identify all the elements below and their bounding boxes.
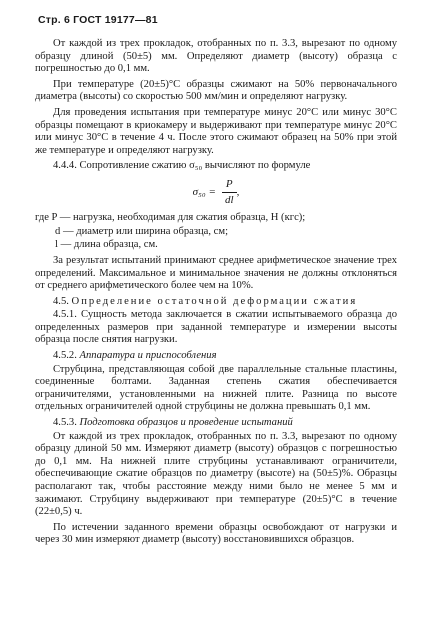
paragraph: От каждой из трех прокладок, отобранных по п. 3.3, вырезают по одному образцу длиной 50 мм. Измеряют диаметр (высоту) образцов с погрешностью до 0,1 мм. На нижней плите струбцины устанавливают ограничители, обеспечивающие сжатие образцов по диаметру (высоте) на (50±5)%. Образцы располагают так, чтобы расстояние между ними было не менее 5 мм и зажимают. Струбцину выдерживают при температуре (20±5)°С в течение (22±0,5) ч. [35,430,397,518]
page-header: Стр. 6 ГОСТ 19177—81 [38,14,158,26]
paragraph: Струбцина, представляющая собой две параллельные стальные пластины, соединенные болтами. Заданная степень сжатия обеспечивается ограничителями, установленными на нижней плите. Разница по высоте отдельных ограничителей одной струбцины не должна превышать 0,1 мм. [35,363,397,413]
paragraph: 4.5.1. Сущность метода заключается в сжатии испытываемого образца до определенных размеров при заданной температуре и измерении высоты образца после снятия нагрузки. [35,309,397,346]
formula-lhs: σ₅₀ = [192,185,216,198]
paragraph: При температуре (20±5)°С образцы сжимают на 50% первоначального диаметра (высоты) со скоростью 500 мм/мин и определяют нагрузку. [35,78,397,103]
document-body [35,38,397,550]
section-heading-4-5-2 [35,350,397,363]
section-number: 4.5.3. [53,417,77,429]
section-heading-4-5 [35,296,397,309]
formula-sigma50 [35,178,397,206]
legend-line: l — длина образца, см. [55,239,158,251]
section-title: Аппаратура и приспособления [79,350,217,362]
legend-line: где P — нагрузка, необходимая для сжатия образца, Н (кгс); [35,212,306,224]
formula-numerator: P [222,178,237,193]
formula-trailing: , [236,185,240,198]
paragraph-4-4-4: 4.4.4. Сопротивление сжатию σ₅₀ вычисляют по формуле [53,160,311,172]
legend-line: d — диаметр или ширина образца, см; [55,225,229,237]
paragraph: От каждой из трех прокладок, отобранных по п. 3.3, вырезают по одному образцу длиной (50±5) мм. Определяют диаметр (высоту) образца с погрешностью до 0,1 мм. [35,38,397,75]
section-title: Определение остаточной деформации сжатия [71,295,358,307]
formula-fraction [222,178,237,206]
paragraph: За результат испытаний принимают среднее арифметическое значение трех определений. Максимальное и минимальное значения не должны отклоняться от среднего арифметического более чем на 10%. [35,254,397,292]
paragraph: По истечении заданного времени образцы освобождают от нагрузки и через 30 мин измеряют диаметр (высоту) восстановившихся образцов. [35,521,397,546]
paragraph: Для проведения испытания при температуре минус 20°С или минус 30°С образцы помещают в криокамеру и выдерживают при температуре минус 20°С или минус 30°С в течение 4 ч. После этого сжимают образец на 50% при этой же температуре и определяют нагрузку. [35,106,397,156]
section-title: Подготовка образцов и проведение испытаний [79,417,293,429]
formula-denominator: dl [224,193,234,206]
section-number: 4.5. [53,295,69,307]
section-number: 4.5.2. [53,350,77,362]
section-heading-4-5-3 [35,417,397,430]
